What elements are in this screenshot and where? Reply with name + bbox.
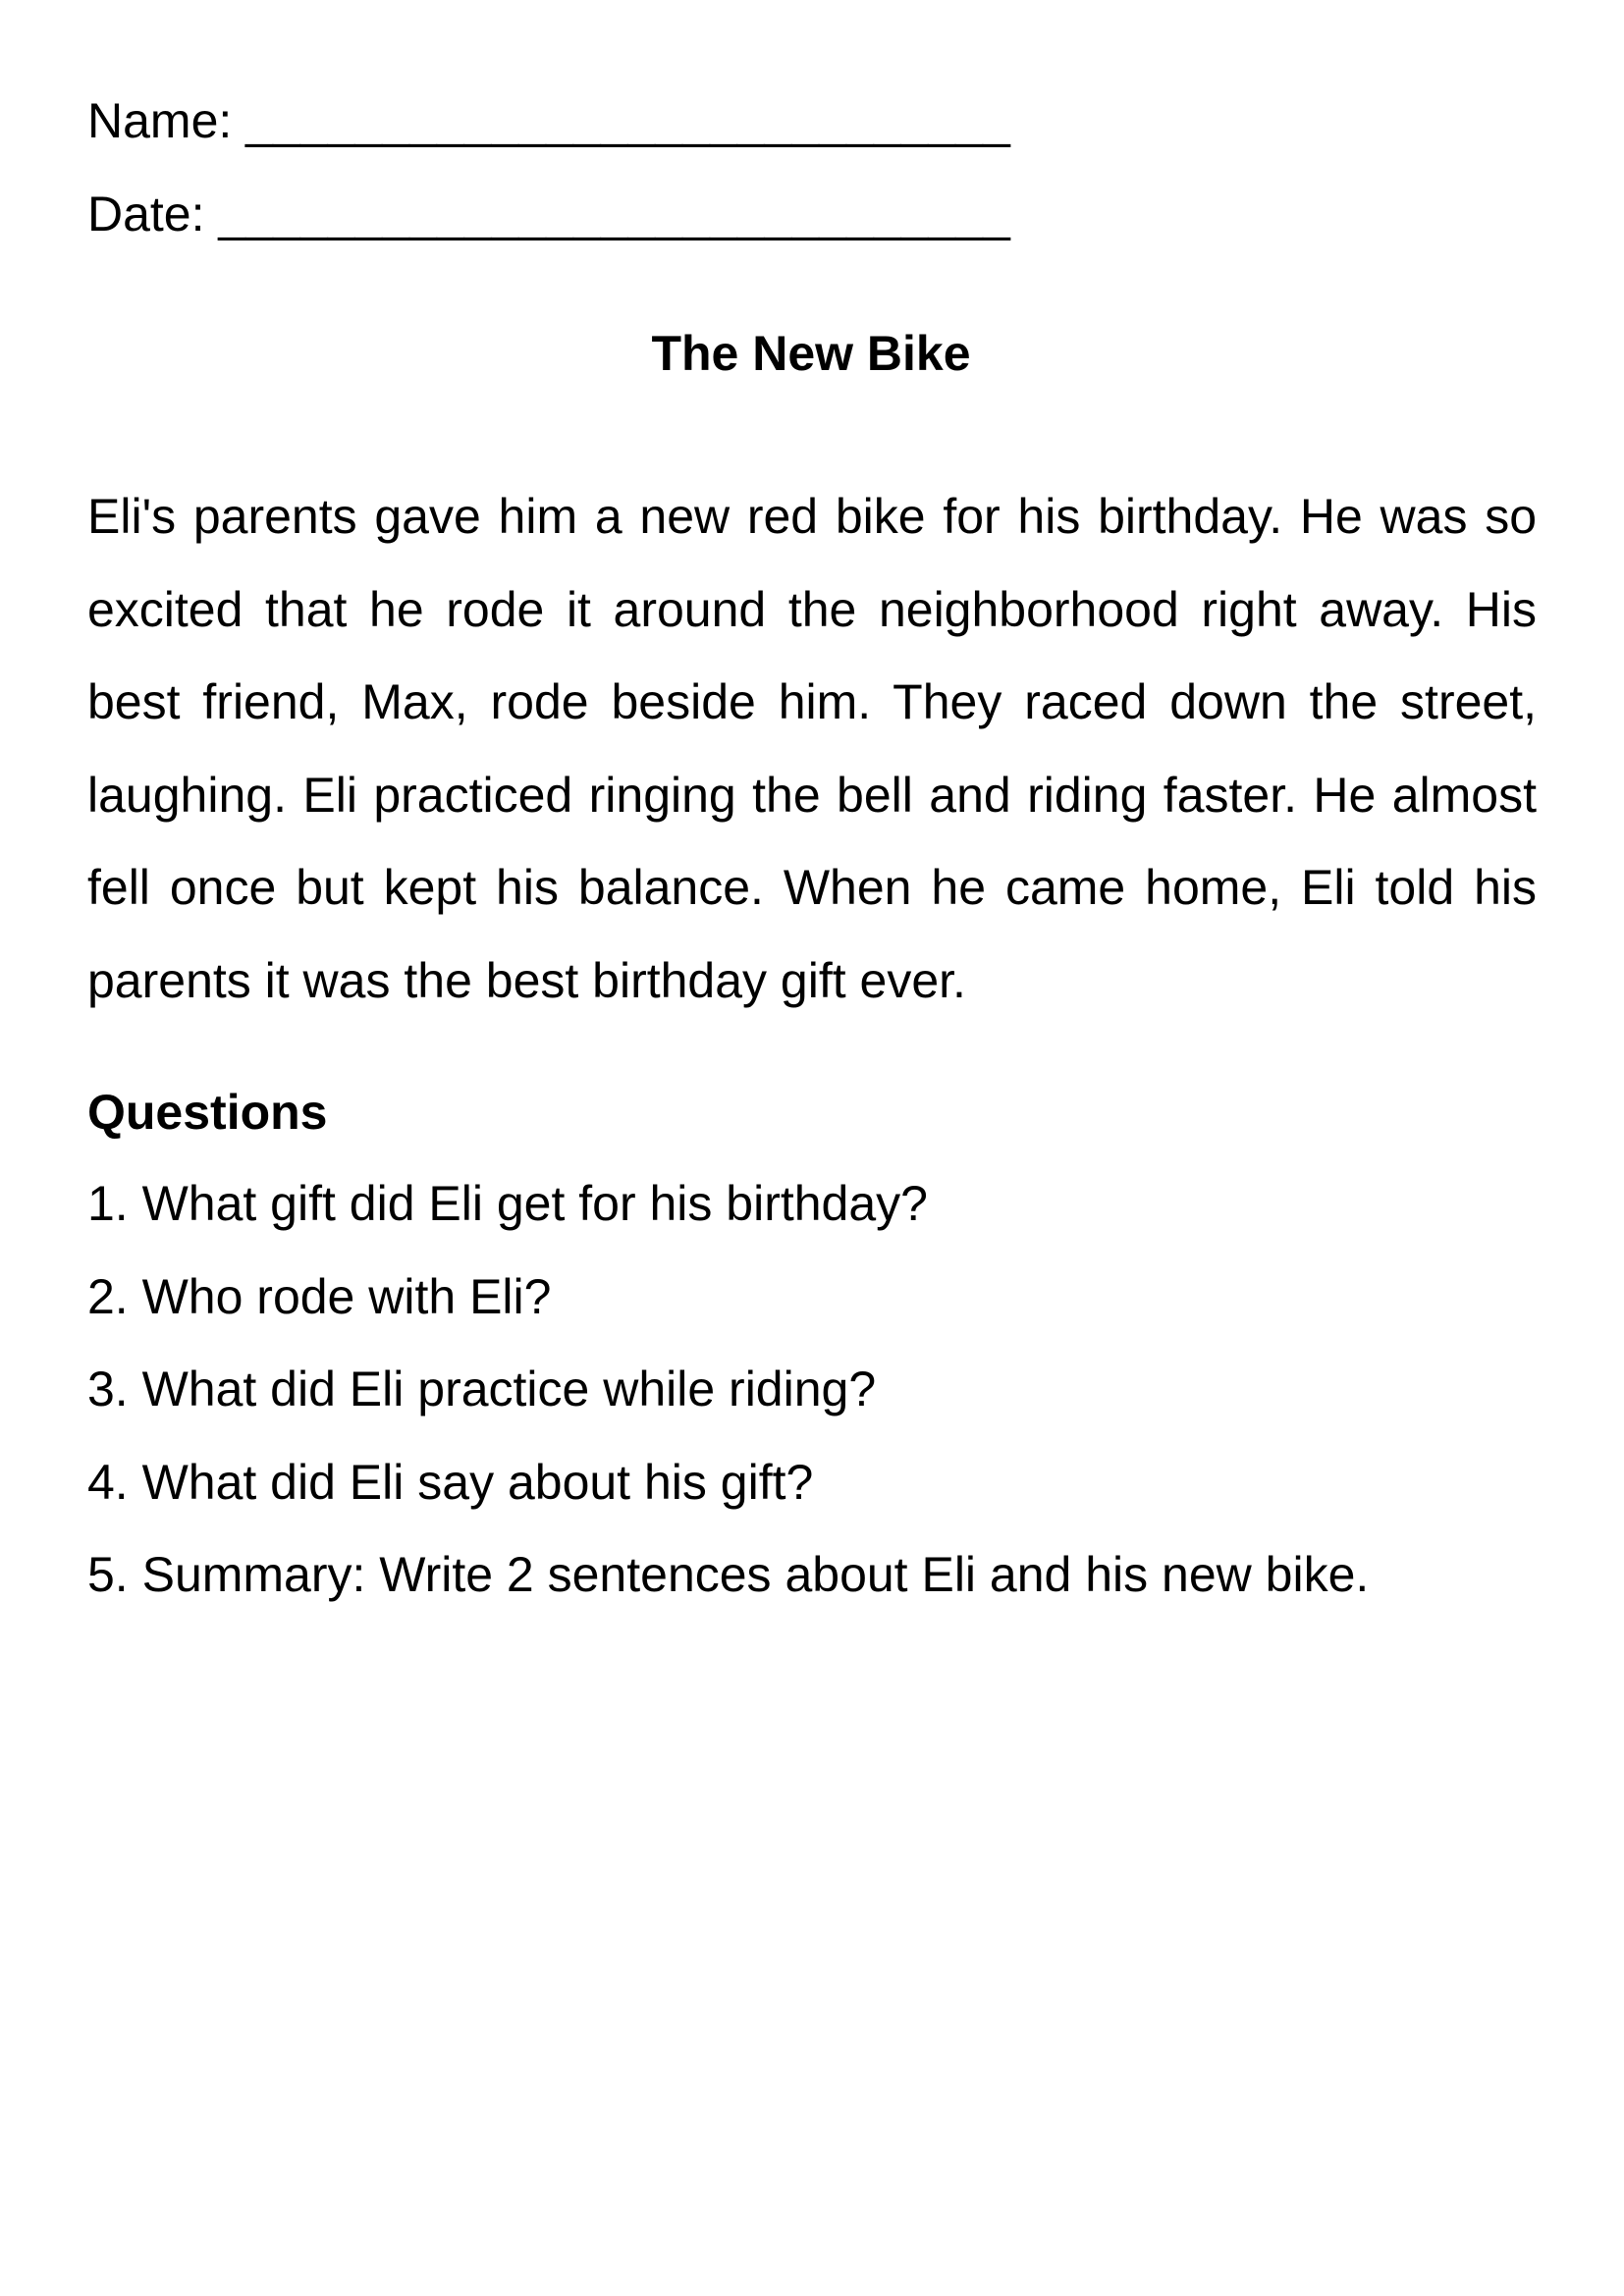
date-blank-line[interactable]: _____________________________ [218,186,1010,241]
question-item: 2. Who rode with Eli? [87,1268,552,1324]
story-title [0,307,1624,400]
date-field-row [87,168,1537,261]
name-blank-line[interactable]: ____________________________ [245,93,1010,148]
question-item: 5. Summary: Write 2 sentences about Eli and his new bike. [87,1547,1370,1602]
question-item: 3. What did Eli practice while riding? [87,1362,877,1416]
question-item: 4. What did Eli say about his gift? [87,1454,814,1510]
questions-list [87,1157,1537,1622]
student-info-fields [87,75,1537,260]
name-label: Name: [87,93,233,148]
name-field-row [87,75,1537,168]
question-item: 1. What gift did Eli get for his birthday? [87,1176,928,1231]
questions-heading: Questions [87,1085,328,1140]
date-label: Date: [87,186,205,241]
story-title-text: The New Bike [651,326,971,381]
reading-passage: Eli's parents gave him a new red bike for his birthday. He was so excited that he rode it around the neighborhood right away. His best friend, Max, rode beside him. They raced down the street, laughing. Eli practiced ringing the bell and riding faster. He almost fell once but kept his balance. When he came home, Eli told his parents it was the best birthday gift ever. [87,489,1537,1008]
